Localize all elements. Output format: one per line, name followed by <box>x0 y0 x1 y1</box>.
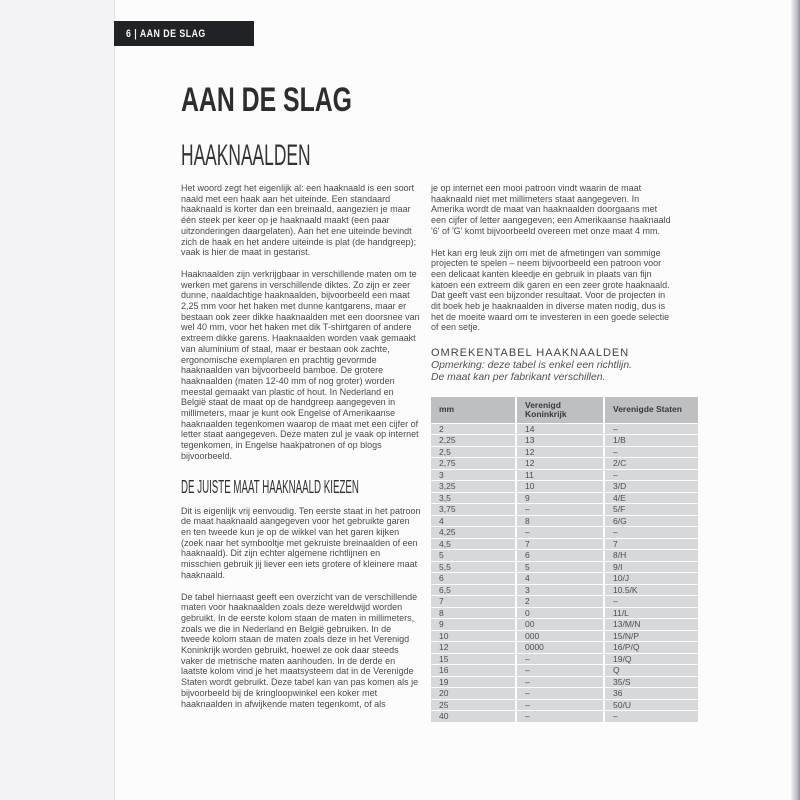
table-row <box>431 700 698 711</box>
table-row <box>431 527 698 538</box>
table-row <box>431 573 698 584</box>
table-cell: 4 <box>517 573 603 584</box>
table-cell: 2/C <box>605 458 698 469</box>
table-cell: 40 <box>431 711 515 722</box>
table-cell: 10.5/K <box>605 585 698 596</box>
table-cell: – <box>517 665 603 676</box>
table-note <box>431 360 674 385</box>
table-heading: OMREKENTABEL HAAKNAALDEN <box>431 347 630 360</box>
table-cell: 12 <box>517 458 603 469</box>
table-cell: – <box>605 711 698 722</box>
table-cell: – <box>605 424 698 435</box>
table-cell: 15/N/P <box>605 631 698 642</box>
table-cell: 3,25 <box>431 481 515 492</box>
table-cell: 19 <box>431 677 515 688</box>
table-cell: 5 <box>431 550 515 561</box>
table-cell: 50/U <box>605 700 698 711</box>
paragraph: Het kan erg leuk zijn om met de afmetingen van sommige projecten te spelen – neem bijvoorbeeld een patroon voor een delicaat kanten kleedje en gebruik in plaats van fijn katoen een extreem dik garen en een zeer grote haaknaald. Dat geeft vast een bijzonder resultaat. Voor de projecten in dit boek heb je haaknaalden in diverse maten nodig, dus is het de moeite waard om te investeren in een goede selectie of een setje. <box>431 247 670 333</box>
table-cell: 2,75 <box>431 458 515 469</box>
table-cell: 6 <box>431 573 515 584</box>
table-cell: 14 <box>517 424 603 435</box>
table-cell: – <box>517 527 603 538</box>
table-cell: 5/F <box>605 504 698 515</box>
table-row <box>431 711 698 722</box>
table-cell: 16 <box>431 665 515 676</box>
table-header-mm: mm <box>431 397 515 423</box>
table-cell: 11/L <box>605 608 698 619</box>
table-cell: 6/G <box>605 516 698 527</box>
table-cell: 10/J <box>605 573 698 584</box>
table-cell: 8 <box>517 516 603 527</box>
table-cell: 4/E <box>605 493 698 504</box>
table-cell: 9 <box>431 619 515 630</box>
table-cell: Q <box>605 665 698 676</box>
table-cell: 5 <box>517 562 603 573</box>
table-cell: – <box>605 527 698 538</box>
table-cell: 13/M/N <box>605 619 698 630</box>
conversion-table-head <box>431 397 698 423</box>
table-cell: – <box>517 654 603 665</box>
conversion-table-body <box>431 424 698 722</box>
table-row <box>431 458 698 469</box>
table-row <box>431 447 698 458</box>
table-cell: 15 <box>431 654 515 665</box>
table-row <box>431 470 698 481</box>
table-cell: 2,5 <box>431 447 515 458</box>
table-header-us: Verenigde Staten <box>605 397 698 423</box>
table-row <box>431 688 698 699</box>
left-column <box>181 183 421 720</box>
page-subtitle: HAAKNAALDEN <box>181 139 311 172</box>
table-row <box>431 493 698 504</box>
table-cell: – <box>605 447 698 458</box>
right-column <box>431 183 682 723</box>
page-edge-shadow <box>791 0 800 800</box>
table-cell: 7 <box>605 539 698 550</box>
table-cell: 6 <box>517 550 603 561</box>
table-note-line2: De maat kan per fabrikant verschillen. <box>431 372 606 384</box>
conversion-table <box>429 396 700 723</box>
chapter-tab <box>114 21 254 46</box>
table-row <box>431 665 698 676</box>
table-cell: – <box>517 700 603 711</box>
table-cell: 3,5 <box>431 493 515 504</box>
table-cell: 20 <box>431 688 515 699</box>
table-cell: – <box>605 596 698 607</box>
table-row <box>431 550 698 561</box>
table-row <box>431 677 698 688</box>
table-cell: 4,5 <box>431 539 515 550</box>
table-cell: 1/B <box>605 435 698 446</box>
table-cell: 19/Q <box>605 654 698 665</box>
section-heading: DE JUISTE MAAT HAAKNAALD KIEZEN <box>181 476 359 497</box>
table-row <box>431 516 698 527</box>
table-cell: 3 <box>517 585 603 596</box>
table-cell: 3/D <box>605 481 698 492</box>
table-row <box>431 481 698 492</box>
table-row <box>431 642 698 653</box>
table-cell: 35/S <box>605 677 698 688</box>
table-cell: 5,5 <box>431 562 515 573</box>
paragraph: De tabel hiernaast geeft een overzicht van de verschillende maten voor haaknaalden zoals deze wereldwijd worden gebruikt. In de eerste kolom staan de maten in millimeters, zoals we die in Nederland en België gebruiken. In de tweede kolom staan de maten zoals deze in het Verenigd Koninkrijk worden gebruikt, hoewel ze ook daar steeds vaker de metrische maten aanhouden. In de derde en laatste kolom vind je het maatsysteem dat in de Verenigde Staten wordt gebruikt. Deze tabel kan van pas komen als je bijvoorbeeld bij de kringloopwinkel een koker met haaknaalden in afwijkende maten tegenkomt, of als <box>181 591 419 709</box>
table-row <box>431 596 698 607</box>
table-header-uk: Verenigd Koninkrijk <box>517 397 603 423</box>
table-cell: 0000 <box>517 642 603 653</box>
chapter-tab-label: 6 | AAN DE SLAG <box>126 27 206 40</box>
table-cell: 2 <box>431 424 515 435</box>
paragraph: Haaknaalden zijn verkrijgbaar in verschillende maten om te werken met garens in verschillende diktes. Zo zijn er zeer dunne, naaldachtige haaknaalden, bijvoorbeeld een maat 2,25 mm voor het haken met dunne kantgarens, maar er bestaan ook zeer dikke haaknaalden met een doorsnee van wel 40 mm, voor het haken met dik T-shirtgaren of andere extreem dikke garens. Haaknaalden worden vaak gemaakt van aluminium of staal, maar er bestaan ook zachte, ergonomische exemplaren en prachtig gevormde haaknaalden van bijvoorbeeld bamboe. De grotere haaknaalden (maten 12-40 mm of nog groter) worden meestal gemaakt van plastic of hout. In Nederland en België staat de maat op de handgreep aangegeven in millimeters, maar je kunt ook Engelse of Amerikaanse haaknaalden tegenkomen waarop de maat met een cijfer of letter staat aangegeven. Deze maten zul je vaak op internet tegenkomen, in Engelse haakpatronen of op blogs bijvoorbeeld. <box>181 268 420 461</box>
table-cell: – <box>517 711 603 722</box>
table-cell: 2 <box>517 596 603 607</box>
table-row <box>431 619 698 630</box>
table-cell: 4 <box>431 516 515 527</box>
table-cell: 13 <box>517 435 603 446</box>
table-row <box>431 504 698 515</box>
table-cell: 8/H <box>605 550 698 561</box>
table-row <box>431 562 698 573</box>
table-row <box>431 424 698 435</box>
table-cell: 9 <box>517 493 603 504</box>
table-cell: 8 <box>431 608 515 619</box>
table-cell: – <box>605 470 698 481</box>
table-cell: 0 <box>517 608 603 619</box>
table-cell: 3,75 <box>431 504 515 515</box>
table-row <box>431 631 698 642</box>
table-cell: 4,25 <box>431 527 515 538</box>
table-header-row <box>431 397 698 423</box>
table-cell: 7 <box>431 596 515 607</box>
table-cell: 000 <box>517 631 603 642</box>
paragraph: Het woord zegt het eigenlijk al: een haaknaald is een soort naald met een haak aan het uiteinde. Een standaard haaknaald is korter dan een breinaald, aangezien je maar één steek per keer op je haaknaald maakt (een paar uitzonderingen daargelaten). Aan het ene uiteinde bevindt zich de haak en het andere uiteinde is plat (de handgreep); vaak is hier de maat in gestanst. <box>181 183 417 258</box>
table-cell: 16/P/Q <box>605 642 698 653</box>
table-cell: 3 <box>431 470 515 481</box>
table-cell: 6,5 <box>431 585 515 596</box>
table-cell: 11 <box>517 470 603 481</box>
table-cell: 7 <box>517 539 603 550</box>
table-cell: – <box>517 504 603 515</box>
table-note-line1: Opmerking: deze tabel is enkel een richtlijn. <box>431 360 632 372</box>
table-cell: 25 <box>431 700 515 711</box>
table-row <box>431 539 698 550</box>
paragraph: Dit is eigenlijk vrij eenvoudig. Ten eerste staat in het patroon de maat haaknaald aangegeven voor het gebruikte garen en ten tweede kun je op de wikkel van het garen kijken (zoek naar het symbooltje met gekruiste breinaalden of een haaknaald). Dit zijn echter algemene richtlijnen en misschien gebruik jij liever een iets grotere of kleinere maat haaknaald. <box>181 505 421 580</box>
table-cell: 9/I <box>605 562 698 573</box>
table-cell: 12 <box>431 642 515 653</box>
table-row <box>431 654 698 665</box>
table-row <box>431 435 698 446</box>
page-title: AAN DE SLAG <box>181 81 352 119</box>
table-cell: 36 <box>605 688 698 699</box>
table-cell: 10 <box>431 631 515 642</box>
table-cell: 00 <box>517 619 603 630</box>
table-cell: 2,25 <box>431 435 515 446</box>
table-row <box>431 608 698 619</box>
table-cell: 12 <box>517 447 603 458</box>
table-cell: – <box>517 677 603 688</box>
table-row <box>431 585 698 596</box>
table-cell: 10 <box>517 481 603 492</box>
table-cell: – <box>517 688 603 699</box>
paragraph: je op internet een mooi patroon vindt waarin de maat haaknaald niet met millimeters staat aangegeven. In Amerika wordt de maat van haaknaalden doorgaans met een cijfer of letter aangegeven; een Amerikaanse haaknaald '6' of 'G' komt bijvoorbeeld overeen met onze maat 4 mm. <box>431 183 671 236</box>
